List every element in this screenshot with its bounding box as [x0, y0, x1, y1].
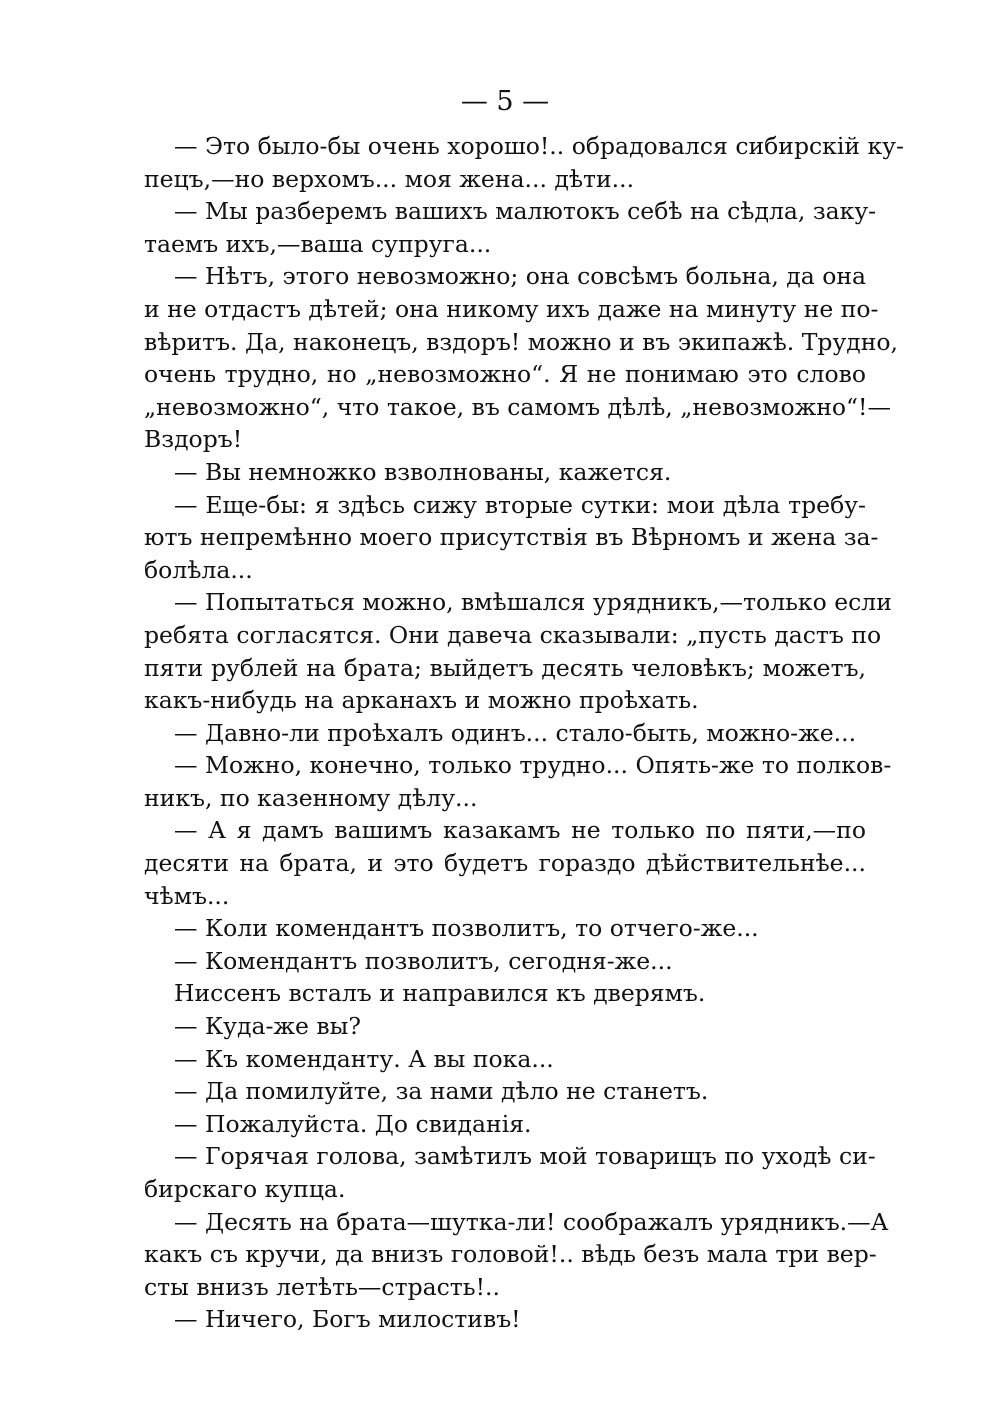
text-line: — Комендантъ позволитъ, сегодня-же... — [174, 946, 673, 975]
text-line: ютъ непремѣнно моего присутствія въ Вѣрномъ и жена за- — [144, 523, 879, 552]
text-line: сты внизъ летѣть—страсть!.. — [144, 1272, 500, 1301]
text-line: — Коли комендантъ позволитъ, то отчего-же... — [174, 914, 759, 943]
text-line: пецъ,—но верхомъ... моя жена... дѣти... — [144, 164, 635, 193]
page-number: — 5 — — [460, 86, 550, 117]
text-line: — Пожалуйста. До свиданія. — [174, 1109, 532, 1138]
text-line: — Еще-бы: я здѣсь сижу вторые сутки: мои дѣла требу- — [174, 490, 866, 519]
text-line: и не отдастъ дѣтей; она никому ихъ даже на минуту не по- — [144, 294, 879, 323]
text-line: — Десять на брата—шутка-ли! соображалъ урядникъ.—А — [174, 1207, 889, 1236]
text-line: вѣритъ. Да, наконецъ, вздоръ! можно и въ экипажѣ. Трудно, — [144, 327, 899, 356]
text-line: Вздоръ! — [144, 425, 243, 454]
text-line: какъ-нибудь на арканахъ и можно проѣхать. — [144, 686, 699, 715]
text-line: — Можно, конечно, только трудно... Опять-же то полков- — [174, 751, 892, 780]
text-line: — Мы разберемъ вашихъ малютокъ себѣ на сѣдла, заку- — [174, 197, 877, 226]
book-page — [144, 86, 904, 1336]
text-line: десяти на брата, и это будетъ гораздо дѣйствительнѣе... — [144, 849, 866, 878]
text-line: — Вы немножко взволнованы, кажется. — [174, 457, 672, 486]
text-line: — А я дамъ вашимъ казакамъ не только по пяти,—по — [174, 816, 866, 845]
text-line: — Давно-ли проѣхалъ одинъ... стало-быть, можно-же... — [174, 718, 857, 747]
text-line: болѣла... — [144, 555, 253, 584]
text-line: — Нѣтъ, этого невозможно; она совсѣмъ больна, да она — [174, 262, 867, 291]
text-line: — Это было-бы очень хорошо!.. обрадовался сибирскій ку- — [174, 132, 904, 160]
text-line: — Попытаться можно, вмѣшался урядникъ,—только если — [174, 588, 892, 617]
text-line: — Куда-же вы? — [174, 1012, 361, 1041]
text-line: — Къ коменданту. А вы пока... — [174, 1044, 554, 1073]
text-line: — Горячая голова, замѣтилъ мой товарищъ по уходѣ си- — [174, 1142, 876, 1171]
text-line: Ниссенъ всталъ и направился къ дверямъ. — [174, 979, 706, 1008]
text-line: чѣмъ... — [144, 881, 230, 910]
text-line: ребята согласятся. Они давеча сказывали: „пусть дастъ по — [144, 620, 882, 649]
page-text — [144, 130, 904, 1336]
text-line: пяти рублей на брата; выйдетъ десять человѣкъ; можетъ, — [144, 653, 866, 682]
text-line: „невозможно“, что такое, въ самомъ дѣлѣ, „невозможно“!— — [144, 392, 891, 421]
text-line: таемъ ихъ,—ваша супруга... — [144, 229, 492, 258]
text-line: никъ, по казенному дѣлу... — [144, 783, 478, 812]
text-line: какъ съ кручи, да внизъ головой!.. вѣдь безъ мала три вер- — [144, 1240, 877, 1269]
text-line: очень трудно, но „невозможно“. Я не понимаю это слово — [144, 360, 866, 389]
text-line: бирскаго купца. — [144, 1175, 346, 1203]
text-line: — Ничего, Богъ милостивъ! — [174, 1305, 521, 1334]
text-line: — Да помилуйте, за нами дѣло не станетъ. — [174, 1077, 709, 1106]
